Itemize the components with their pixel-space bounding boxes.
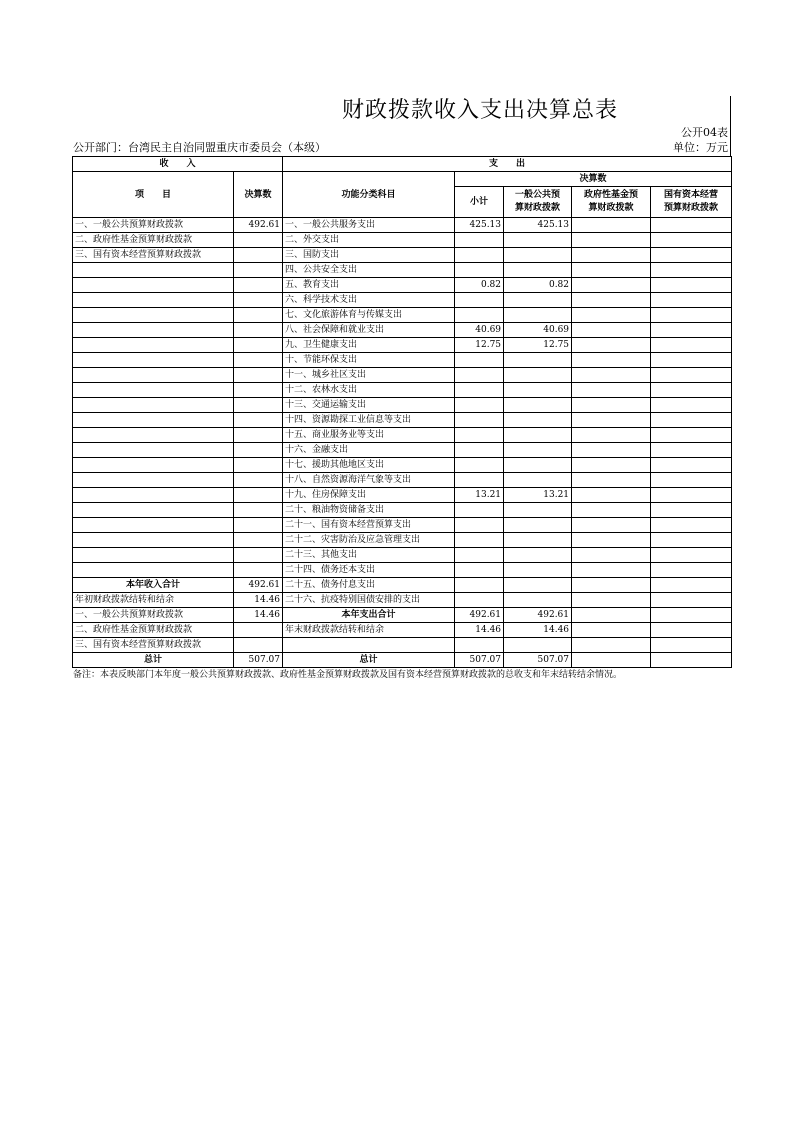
table-row <box>73 323 732 338</box>
expenditure-item-cell: 四、公共安全支出 <box>283 263 455 278</box>
table-row <box>73 443 732 458</box>
income-amount-cell <box>234 398 283 413</box>
income-amount-cell <box>234 533 283 548</box>
page-divider-line <box>730 96 731 156</box>
gov-fund-cell <box>572 353 651 368</box>
income-amount-cell <box>234 458 283 473</box>
state-capital-cell <box>651 263 732 278</box>
subtotal-cell: 40.69 <box>455 323 504 338</box>
expenditure-header: 支 出 <box>283 157 732 172</box>
expenditure-item-cell: 十九、住房保障支出 <box>283 488 455 503</box>
income-item-cell <box>73 353 234 368</box>
gov-fund-cell <box>572 503 651 518</box>
state-capital-cell <box>651 233 732 248</box>
table-code: 公开04表 <box>681 126 728 139</box>
income-item-cell <box>73 413 234 428</box>
income-item-cell <box>73 428 234 443</box>
income-amount-cell <box>234 383 283 398</box>
department-label: 公开部门：台湾民主自治同盟重庆市委员会（本级） <box>73 141 326 154</box>
general-budget-cell <box>504 413 572 428</box>
gov-fund-cell <box>572 413 651 428</box>
expenditure-item-cell: 总计 <box>283 653 455 668</box>
table-row <box>73 503 732 518</box>
gov-fund-header-line2: 算财政拨款 <box>588 203 634 213</box>
expenditure-item-cell: 十二、农林水支出 <box>283 383 455 398</box>
income-item-cell <box>73 488 234 503</box>
income-item-cell: 年初财政拨款结转和结余 <box>73 593 234 608</box>
expenditure-item-cell: 七、文化旅游体育与传媒支出 <box>283 308 455 323</box>
gov-fund-cell <box>572 308 651 323</box>
income-item-cell: 三、国有资本经营预算财政拨款 <box>73 248 234 263</box>
income-item-cell <box>73 563 234 578</box>
subtotal-cell <box>455 458 504 473</box>
state-capital-cell <box>651 503 732 518</box>
table-row <box>73 248 732 263</box>
income-amount-cell: 492.61 <box>234 578 283 593</box>
table-row <box>73 518 732 533</box>
general-budget-cell <box>504 383 572 398</box>
income-item-cell <box>73 383 234 398</box>
gov-fund-cell <box>572 233 651 248</box>
expenditure-item-cell: 二十一、国有资本经营预算支出 <box>283 518 455 533</box>
income-item-cell: 一、一般公共预算财政拨款 <box>73 608 234 623</box>
state-capital-cell <box>651 383 732 398</box>
state-capital-cell <box>651 623 732 638</box>
expenditure-item-cell: 五、教育支出 <box>283 278 455 293</box>
income-item-cell <box>73 458 234 473</box>
general-budget-cell <box>504 233 572 248</box>
table-row <box>73 488 732 503</box>
subtotal-cell <box>455 368 504 383</box>
general-budget-cell <box>504 533 572 548</box>
expenditure-item-cell: 二、外交支出 <box>283 233 455 248</box>
expenditure-item-cell: 十三、交通运输支出 <box>283 398 455 413</box>
state-capital-cell <box>651 353 732 368</box>
state-capital-cell <box>651 218 732 233</box>
income-amount-cell <box>234 293 283 308</box>
expenditure-item-cell: 九、卫生健康支出 <box>283 338 455 353</box>
income-item-cell <box>73 308 234 323</box>
expenditure-item-cell: 十一、城乡社区支出 <box>283 368 455 383</box>
gov-fund-cell <box>572 398 651 413</box>
expenditure-item-cell: 十八、自然资源海洋气象等支出 <box>283 473 455 488</box>
subtotal-cell <box>455 383 504 398</box>
table-row <box>73 563 732 578</box>
gov-fund-cell <box>572 428 651 443</box>
subtotal-cell: 13.21 <box>455 488 504 503</box>
income-item-cell <box>73 503 234 518</box>
income-amount-cell <box>234 233 283 248</box>
income-item-cell <box>73 518 234 533</box>
income-item-cell <box>73 278 234 293</box>
state-capital-cell <box>651 638 732 653</box>
gov-fund-cell <box>572 443 651 458</box>
gov-fund-cell <box>572 548 651 563</box>
subtotal-cell: 492.61 <box>455 608 504 623</box>
state-capital-cell <box>651 593 732 608</box>
finance-table <box>72 156 732 668</box>
income-item-cell <box>73 338 234 353</box>
expenditure-item-cell: 二十四、债务还本支出 <box>283 563 455 578</box>
subtotal-cell <box>455 248 504 263</box>
expenditure-item-cell: 二十二、灾害防治及应急管理支出 <box>283 533 455 548</box>
amount-header: 决算数 <box>234 172 283 218</box>
subtotal-header: 小计 <box>455 187 504 218</box>
state-capital-cell <box>651 533 732 548</box>
table-row <box>73 353 732 368</box>
table-row <box>73 533 732 548</box>
gov-fund-cell <box>572 458 651 473</box>
expenditure-item-cell: 十七、援助其他地区支出 <box>283 458 455 473</box>
income-amount-cell <box>234 503 283 518</box>
income-amount-cell <box>234 278 283 293</box>
subtotal-cell <box>455 293 504 308</box>
gov-fund-cell <box>572 653 651 668</box>
income-amount-cell <box>234 353 283 368</box>
subtotal-cell <box>455 308 504 323</box>
state-capital-cell <box>651 578 732 593</box>
gov-fund-cell <box>572 623 651 638</box>
expenditure-item-cell: 十五、商业服务业等支出 <box>283 428 455 443</box>
gov-fund-cell <box>572 293 651 308</box>
general-budget-cell <box>504 263 572 278</box>
gov-fund-cell <box>572 248 651 263</box>
unit-label: 单位：万元 <box>673 141 728 154</box>
general-budget-cell: 507.07 <box>504 653 572 668</box>
general-budget-cell <box>504 638 572 653</box>
subtotal-cell: 14.46 <box>455 623 504 638</box>
income-item-cell <box>73 443 234 458</box>
subtotal-cell <box>455 233 504 248</box>
gov-fund-header-line1: 政府性基金预 <box>584 190 639 200</box>
subtotal-cell <box>455 593 504 608</box>
income-amount-cell <box>234 323 283 338</box>
header-row-2 <box>73 172 732 187</box>
general-budget-cell <box>504 248 572 263</box>
income-amount-cell <box>234 623 283 638</box>
subtotal-cell <box>455 548 504 563</box>
income-amount-cell <box>234 263 283 278</box>
expenditure-item-cell: 十、节能环保支出 <box>283 353 455 368</box>
general-budget-cell <box>504 293 572 308</box>
income-amount-cell <box>234 368 283 383</box>
state-capital-cell <box>651 563 732 578</box>
state-capital-cell <box>651 308 732 323</box>
gov-fund-cell <box>572 533 651 548</box>
income-amount-cell <box>234 308 283 323</box>
gov-fund-cell <box>572 338 651 353</box>
income-item-cell: 总计 <box>73 653 234 668</box>
expenditure-item-cell: 六、科学技术支出 <box>283 293 455 308</box>
general-budget-cell <box>504 518 572 533</box>
subtotal-cell <box>455 518 504 533</box>
income-amount-cell <box>234 428 283 443</box>
table-row <box>73 578 732 593</box>
gov-fund-cell <box>572 263 651 278</box>
subtotal-cell <box>455 578 504 593</box>
income-item-cell: 二、政府性基金预算财政拨款 <box>73 233 234 248</box>
general-budget-cell <box>504 308 572 323</box>
header-row-1 <box>73 157 732 172</box>
subtotal-cell <box>455 638 504 653</box>
state-capital-cell <box>651 428 732 443</box>
general-budget-cell <box>504 473 572 488</box>
state-capital-cell <box>651 293 732 308</box>
income-item-cell <box>73 548 234 563</box>
state-capital-cell <box>651 278 732 293</box>
state-capital-header-line1: 国有资本经营 <box>664 190 719 200</box>
expenditure-item-cell: 三、国防支出 <box>283 248 455 263</box>
state-capital-cell <box>651 413 732 428</box>
table-row <box>73 623 732 638</box>
table-row <box>73 308 732 323</box>
income-item-cell <box>73 533 234 548</box>
table-row <box>73 293 732 308</box>
table-row <box>73 653 732 668</box>
table-row <box>73 638 732 653</box>
subtotal-cell <box>455 443 504 458</box>
income-item-cell: 本年收入合计 <box>73 578 234 593</box>
income-amount-cell <box>234 473 283 488</box>
income-item-cell: 一、一般公共预算财政拨款 <box>73 218 234 233</box>
subtotal-cell: 0.82 <box>455 278 504 293</box>
income-header: 收 入 <box>73 157 283 172</box>
state-capital-header <box>651 187 732 218</box>
general-budget-cell: 425.13 <box>504 218 572 233</box>
general-budget-cell <box>504 593 572 608</box>
general-budget-cell <box>504 578 572 593</box>
table-row <box>73 278 732 293</box>
table-row <box>73 218 732 233</box>
state-capital-cell <box>651 458 732 473</box>
expenditure-item-cell: 八、社会保障和就业支出 <box>283 323 455 338</box>
subtotal-cell: 507.07 <box>455 653 504 668</box>
general-budget-cell <box>504 548 572 563</box>
state-capital-cell <box>651 248 732 263</box>
general-budget-header-line1: 一般公共预 <box>515 190 561 200</box>
expenditure-item-cell: 二十五、债务付息支出 <box>283 578 455 593</box>
subtotal-cell <box>455 428 504 443</box>
income-item-cell <box>73 293 234 308</box>
income-amount-cell <box>234 413 283 428</box>
gov-fund-cell <box>572 563 651 578</box>
income-amount-cell <box>234 563 283 578</box>
table-row <box>73 458 732 473</box>
income-amount-cell <box>234 443 283 458</box>
general-budget-header-line2: 算财政拨款 <box>515 203 561 213</box>
general-budget-header <box>504 187 572 218</box>
income-item-cell <box>73 263 234 278</box>
income-amount-cell <box>234 338 283 353</box>
state-capital-header-line2: 预算财政拨款 <box>664 203 719 213</box>
income-item-cell <box>73 398 234 413</box>
expenditure-item-cell: 二十、粮油物资储备支出 <box>283 503 455 518</box>
income-item-cell <box>73 323 234 338</box>
income-item-cell: 二、政府性基金预算财政拨款 <box>73 623 234 638</box>
subtotal-cell: 425.13 <box>455 218 504 233</box>
general-budget-cell <box>504 458 572 473</box>
general-budget-cell: 0.82 <box>504 278 572 293</box>
table-row <box>73 338 732 353</box>
state-capital-cell <box>651 338 732 353</box>
table-row <box>73 233 732 248</box>
state-capital-cell <box>651 488 732 503</box>
income-amount-cell: 507.07 <box>234 653 283 668</box>
general-budget-cell: 12.75 <box>504 338 572 353</box>
page-title: 财政拨款收入支出决算总表 <box>341 98 618 123</box>
subtotal-cell: 12.75 <box>455 338 504 353</box>
income-amount-cell: 492.61 <box>234 218 283 233</box>
income-amount-cell <box>234 248 283 263</box>
state-capital-cell <box>651 368 732 383</box>
general-budget-cell: 40.69 <box>504 323 572 338</box>
table-row <box>73 413 732 428</box>
general-budget-cell: 492.61 <box>504 608 572 623</box>
gov-fund-cell <box>572 638 651 653</box>
expenditure-item-cell: 十四、资源勘探工业信息等支出 <box>283 413 455 428</box>
gov-fund-cell <box>572 518 651 533</box>
expenditure-item-cell: 年末财政拨款结转和结余 <box>283 623 455 638</box>
gov-fund-cell <box>572 368 651 383</box>
general-budget-cell <box>504 503 572 518</box>
general-budget-cell: 13.21 <box>504 488 572 503</box>
settlement-header: 决算数 <box>455 172 732 187</box>
general-budget-cell <box>504 368 572 383</box>
gov-fund-cell <box>572 278 651 293</box>
income-item-cell <box>73 368 234 383</box>
expenditure-item-cell: 二十三、其他支出 <box>283 548 455 563</box>
income-amount-cell <box>234 518 283 533</box>
general-budget-cell: 14.46 <box>504 623 572 638</box>
table-row <box>73 398 732 413</box>
footnote: 备注：本表反映部门本年度一般公共预算财政拨款、政府性基金预算财政拨款及国有资本经营预算财政拨款的总收支和年末结转结余情况。 <box>73 670 623 680</box>
income-item-cell <box>73 473 234 488</box>
state-capital-cell <box>651 398 732 413</box>
general-budget-cell <box>504 353 572 368</box>
table-row <box>73 593 732 608</box>
state-capital-cell <box>651 548 732 563</box>
item-header: 项 目 <box>73 172 234 218</box>
subtotal-cell <box>455 263 504 278</box>
state-capital-cell <box>651 608 732 623</box>
state-capital-cell <box>651 518 732 533</box>
expenditure-item-cell <box>283 638 455 653</box>
expenditure-item-cell: 本年支出合计 <box>283 608 455 623</box>
table-row <box>73 608 732 623</box>
income-amount-cell <box>234 638 283 653</box>
state-capital-cell <box>651 653 732 668</box>
income-item-cell: 三、国有资本经营预算财政拨款 <box>73 638 234 653</box>
subtotal-cell <box>455 503 504 518</box>
subtotal-cell <box>455 398 504 413</box>
expenditure-item-cell: 二十六、抗疫特别国债安排的支出 <box>283 593 455 608</box>
income-amount-cell: 14.46 <box>234 593 283 608</box>
subtotal-cell <box>455 533 504 548</box>
income-amount-cell <box>234 488 283 503</box>
gov-fund-cell <box>572 383 651 398</box>
table-row <box>73 473 732 488</box>
expenditure-item-cell: 一、一般公共服务支出 <box>283 218 455 233</box>
gov-fund-cell <box>572 593 651 608</box>
table-row <box>73 368 732 383</box>
general-budget-cell <box>504 398 572 413</box>
gov-fund-cell <box>572 473 651 488</box>
state-capital-cell <box>651 323 732 338</box>
income-amount-cell <box>234 548 283 563</box>
general-budget-cell <box>504 563 572 578</box>
gov-fund-cell <box>572 578 651 593</box>
gov-fund-cell <box>572 608 651 623</box>
gov-fund-header <box>572 187 651 218</box>
subtotal-cell <box>455 413 504 428</box>
table-row <box>73 383 732 398</box>
subtotal-cell <box>455 353 504 368</box>
subtotal-cell <box>455 563 504 578</box>
general-budget-cell <box>504 443 572 458</box>
expenditure-item-cell: 十六、金融支出 <box>283 443 455 458</box>
state-capital-cell <box>651 473 732 488</box>
subtotal-cell <box>455 473 504 488</box>
func-class-header: 功能分类科目 <box>283 172 455 218</box>
gov-fund-cell <box>572 488 651 503</box>
general-budget-cell <box>504 428 572 443</box>
gov-fund-cell <box>572 323 651 338</box>
table-row <box>73 548 732 563</box>
gov-fund-cell <box>572 218 651 233</box>
table-row <box>73 263 732 278</box>
state-capital-cell <box>651 443 732 458</box>
table-row <box>73 428 732 443</box>
income-amount-cell: 14.46 <box>234 608 283 623</box>
